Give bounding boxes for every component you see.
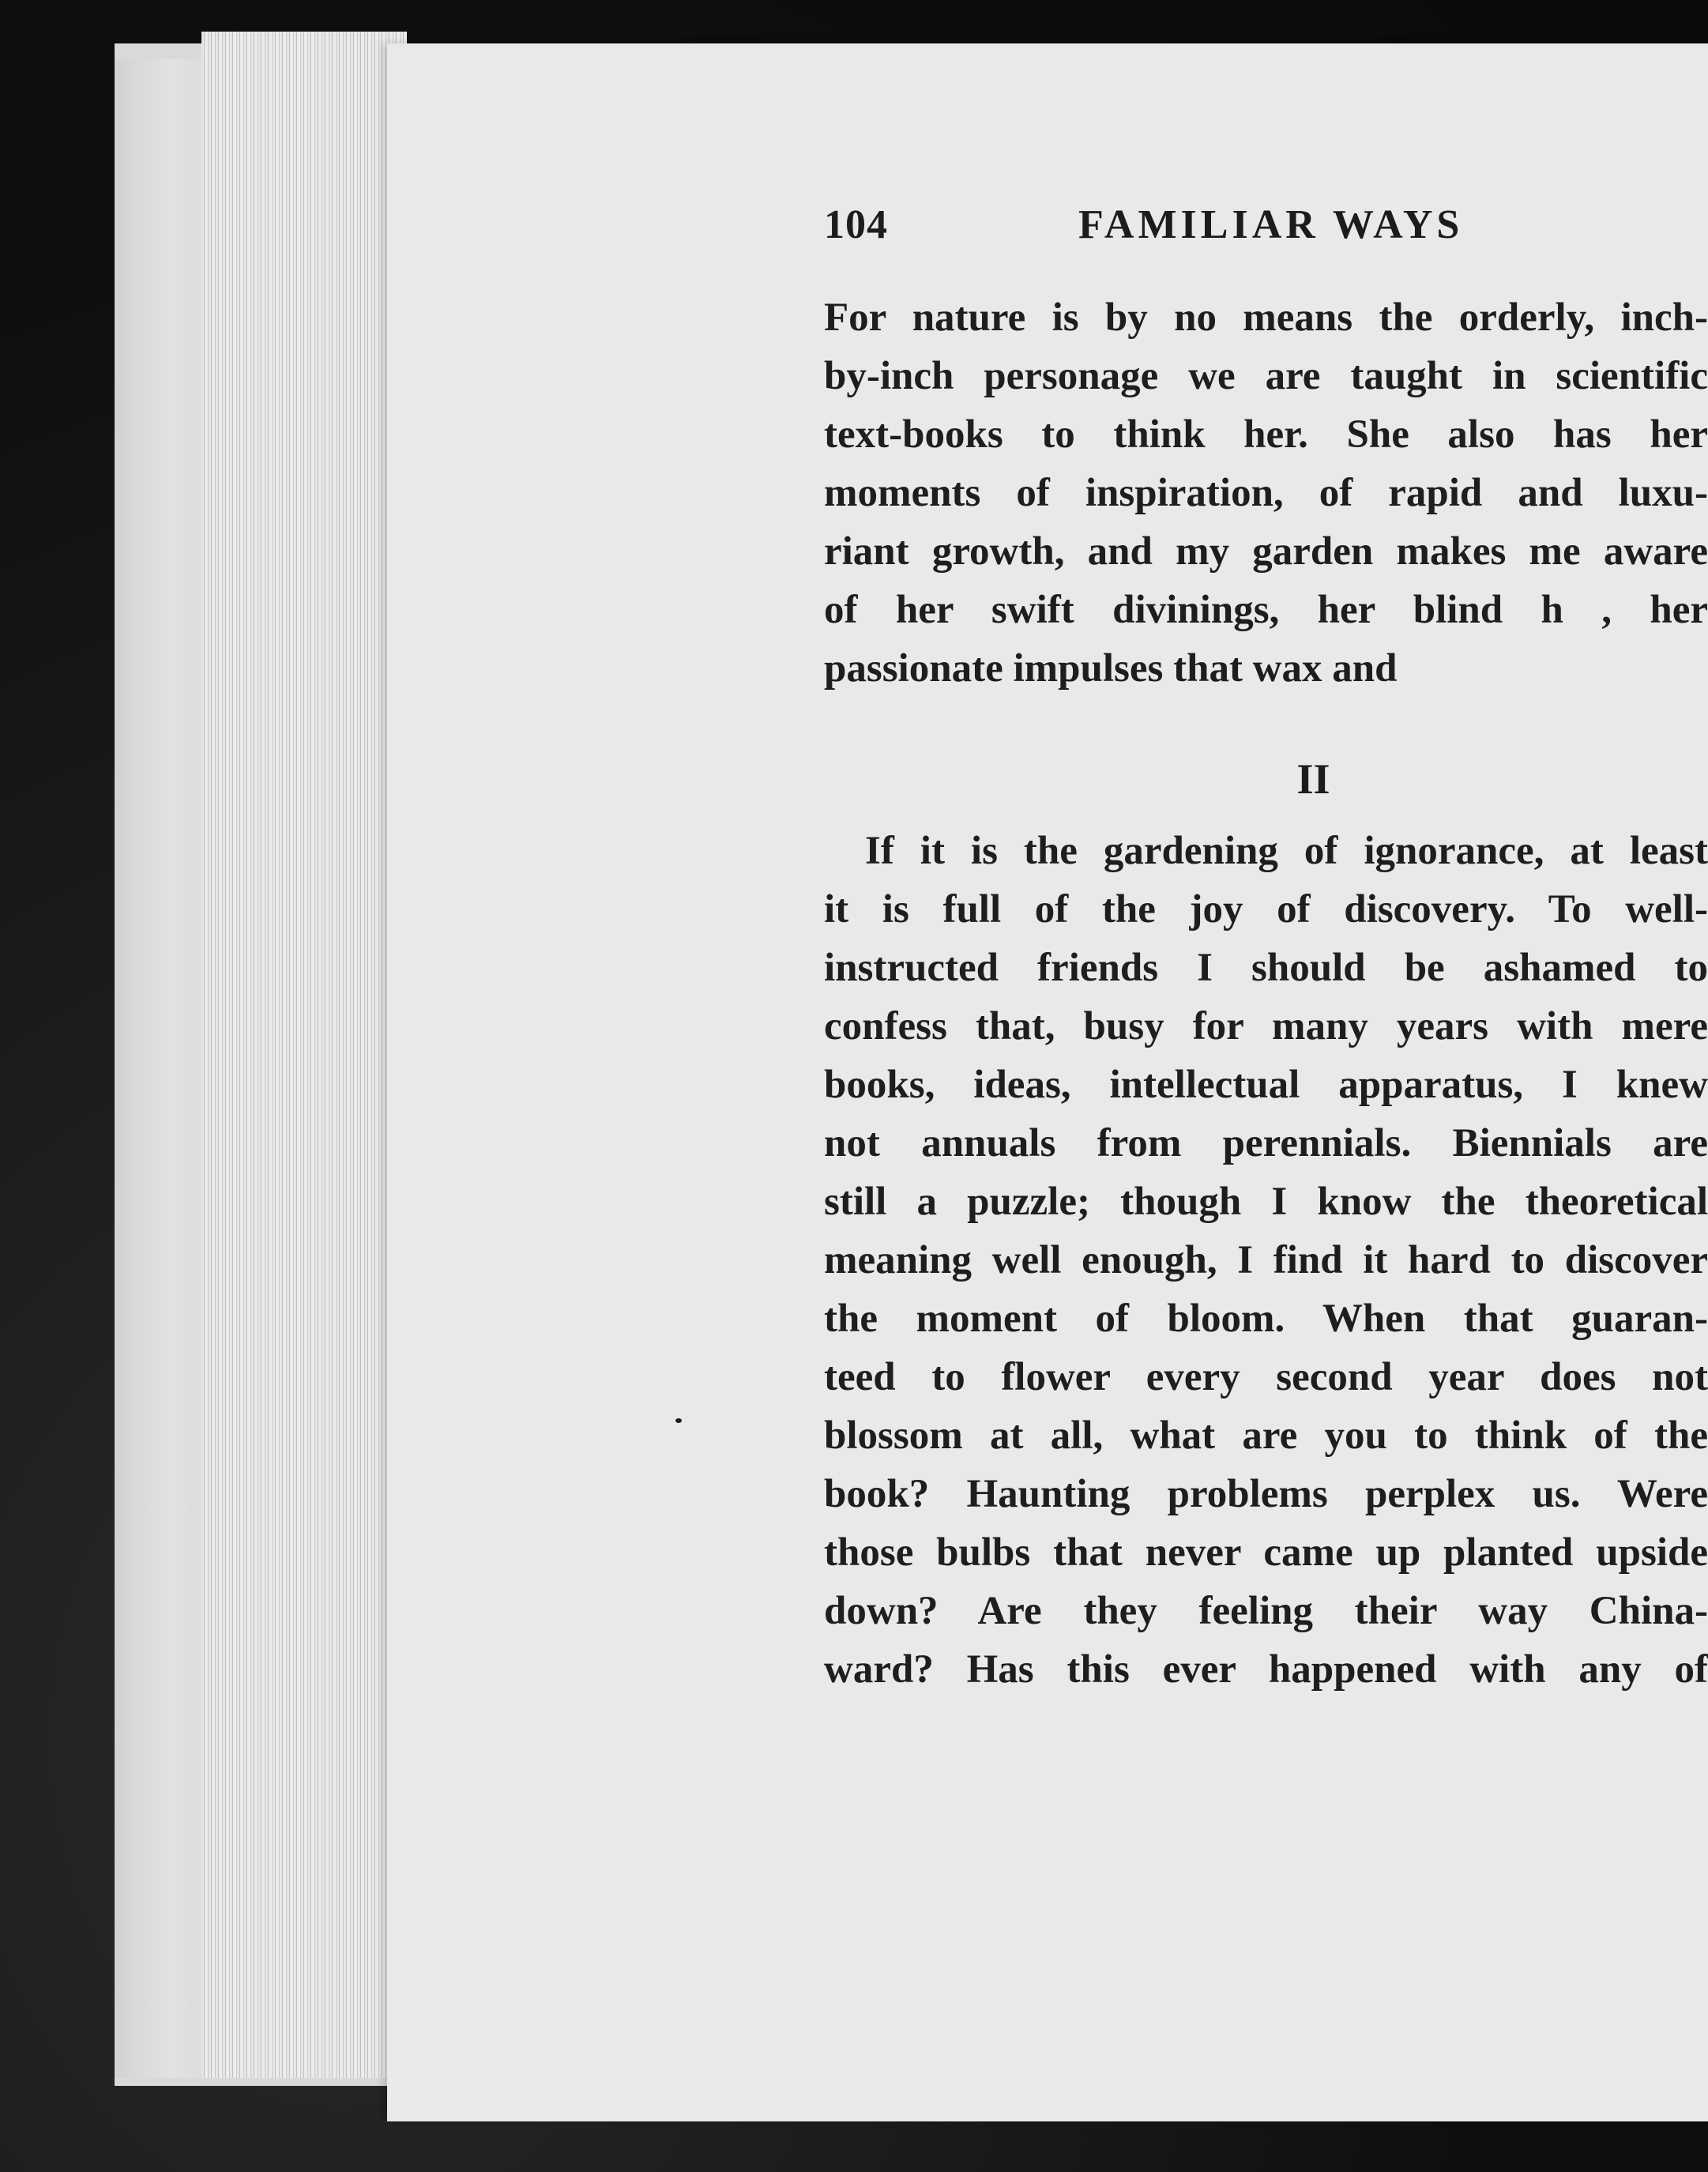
text-line: text-books to think her. She also has her: [824, 412, 1708, 457]
text-line: by-inch personage we are taught in scientific: [824, 354, 1708, 398]
text-line: instructed friends I should be ashamed to: [824, 946, 1708, 990]
section-heading: II: [1296, 755, 1330, 803]
paragraph-1: [824, 288, 1708, 698]
text-line: ward? Has this ever happened with any of: [824, 1647, 1708, 1692]
page-number: 104: [824, 202, 888, 247]
text-line: of her swift divinings, her blind h , her: [824, 588, 1708, 632]
text-line: passionate impulses that wax and: [824, 646, 1398, 691]
text-line: teed to flower every second year does not: [824, 1355, 1708, 1399]
text-line: moments of inspiration, of rapid and luxu-: [824, 471, 1708, 515]
text-line: books, ideas, intellectual apparatus, I knew: [824, 1063, 1708, 1107]
text-line: the moment of bloom. When that guaran-: [824, 1297, 1708, 1341]
running-head: [824, 201, 1708, 265]
text-line: confess that, busy for many years with mere: [824, 1004, 1708, 1048]
text-line: meaning well enough, I find it hard to discover: [824, 1238, 1708, 1282]
text-line: those bulbs that never came up planted upside: [824, 1530, 1708, 1575]
paragraph-2: [824, 822, 1708, 1699]
page-stack-edge: [115, 59, 205, 2078]
text-line: book? Haunting problems perplex us. Were: [824, 1472, 1708, 1516]
page-stack-layers: [201, 32, 407, 2078]
text-line: still a puzzle; though I know the theoretical: [824, 1180, 1708, 1224]
dust-speck: [675, 1418, 682, 1423]
text-line: not annuals from perennials. Biennials are: [824, 1121, 1708, 1165]
text-line: it is full of the joy of discovery. To well-: [824, 887, 1708, 932]
text-line: riant growth, and my garden makes me aware: [824, 529, 1708, 574]
running-title: FAMILIAR WAYS: [1078, 202, 1464, 247]
text-line: For nature is by no means the orderly, inch-: [824, 295, 1708, 340]
text-line: If it is the gardening of ignorance, at least: [865, 829, 1708, 873]
text-line: down? Are they feeling their way China-: [824, 1589, 1708, 1633]
text-line: blossom at all, what are you to think of the: [824, 1413, 1708, 1458]
